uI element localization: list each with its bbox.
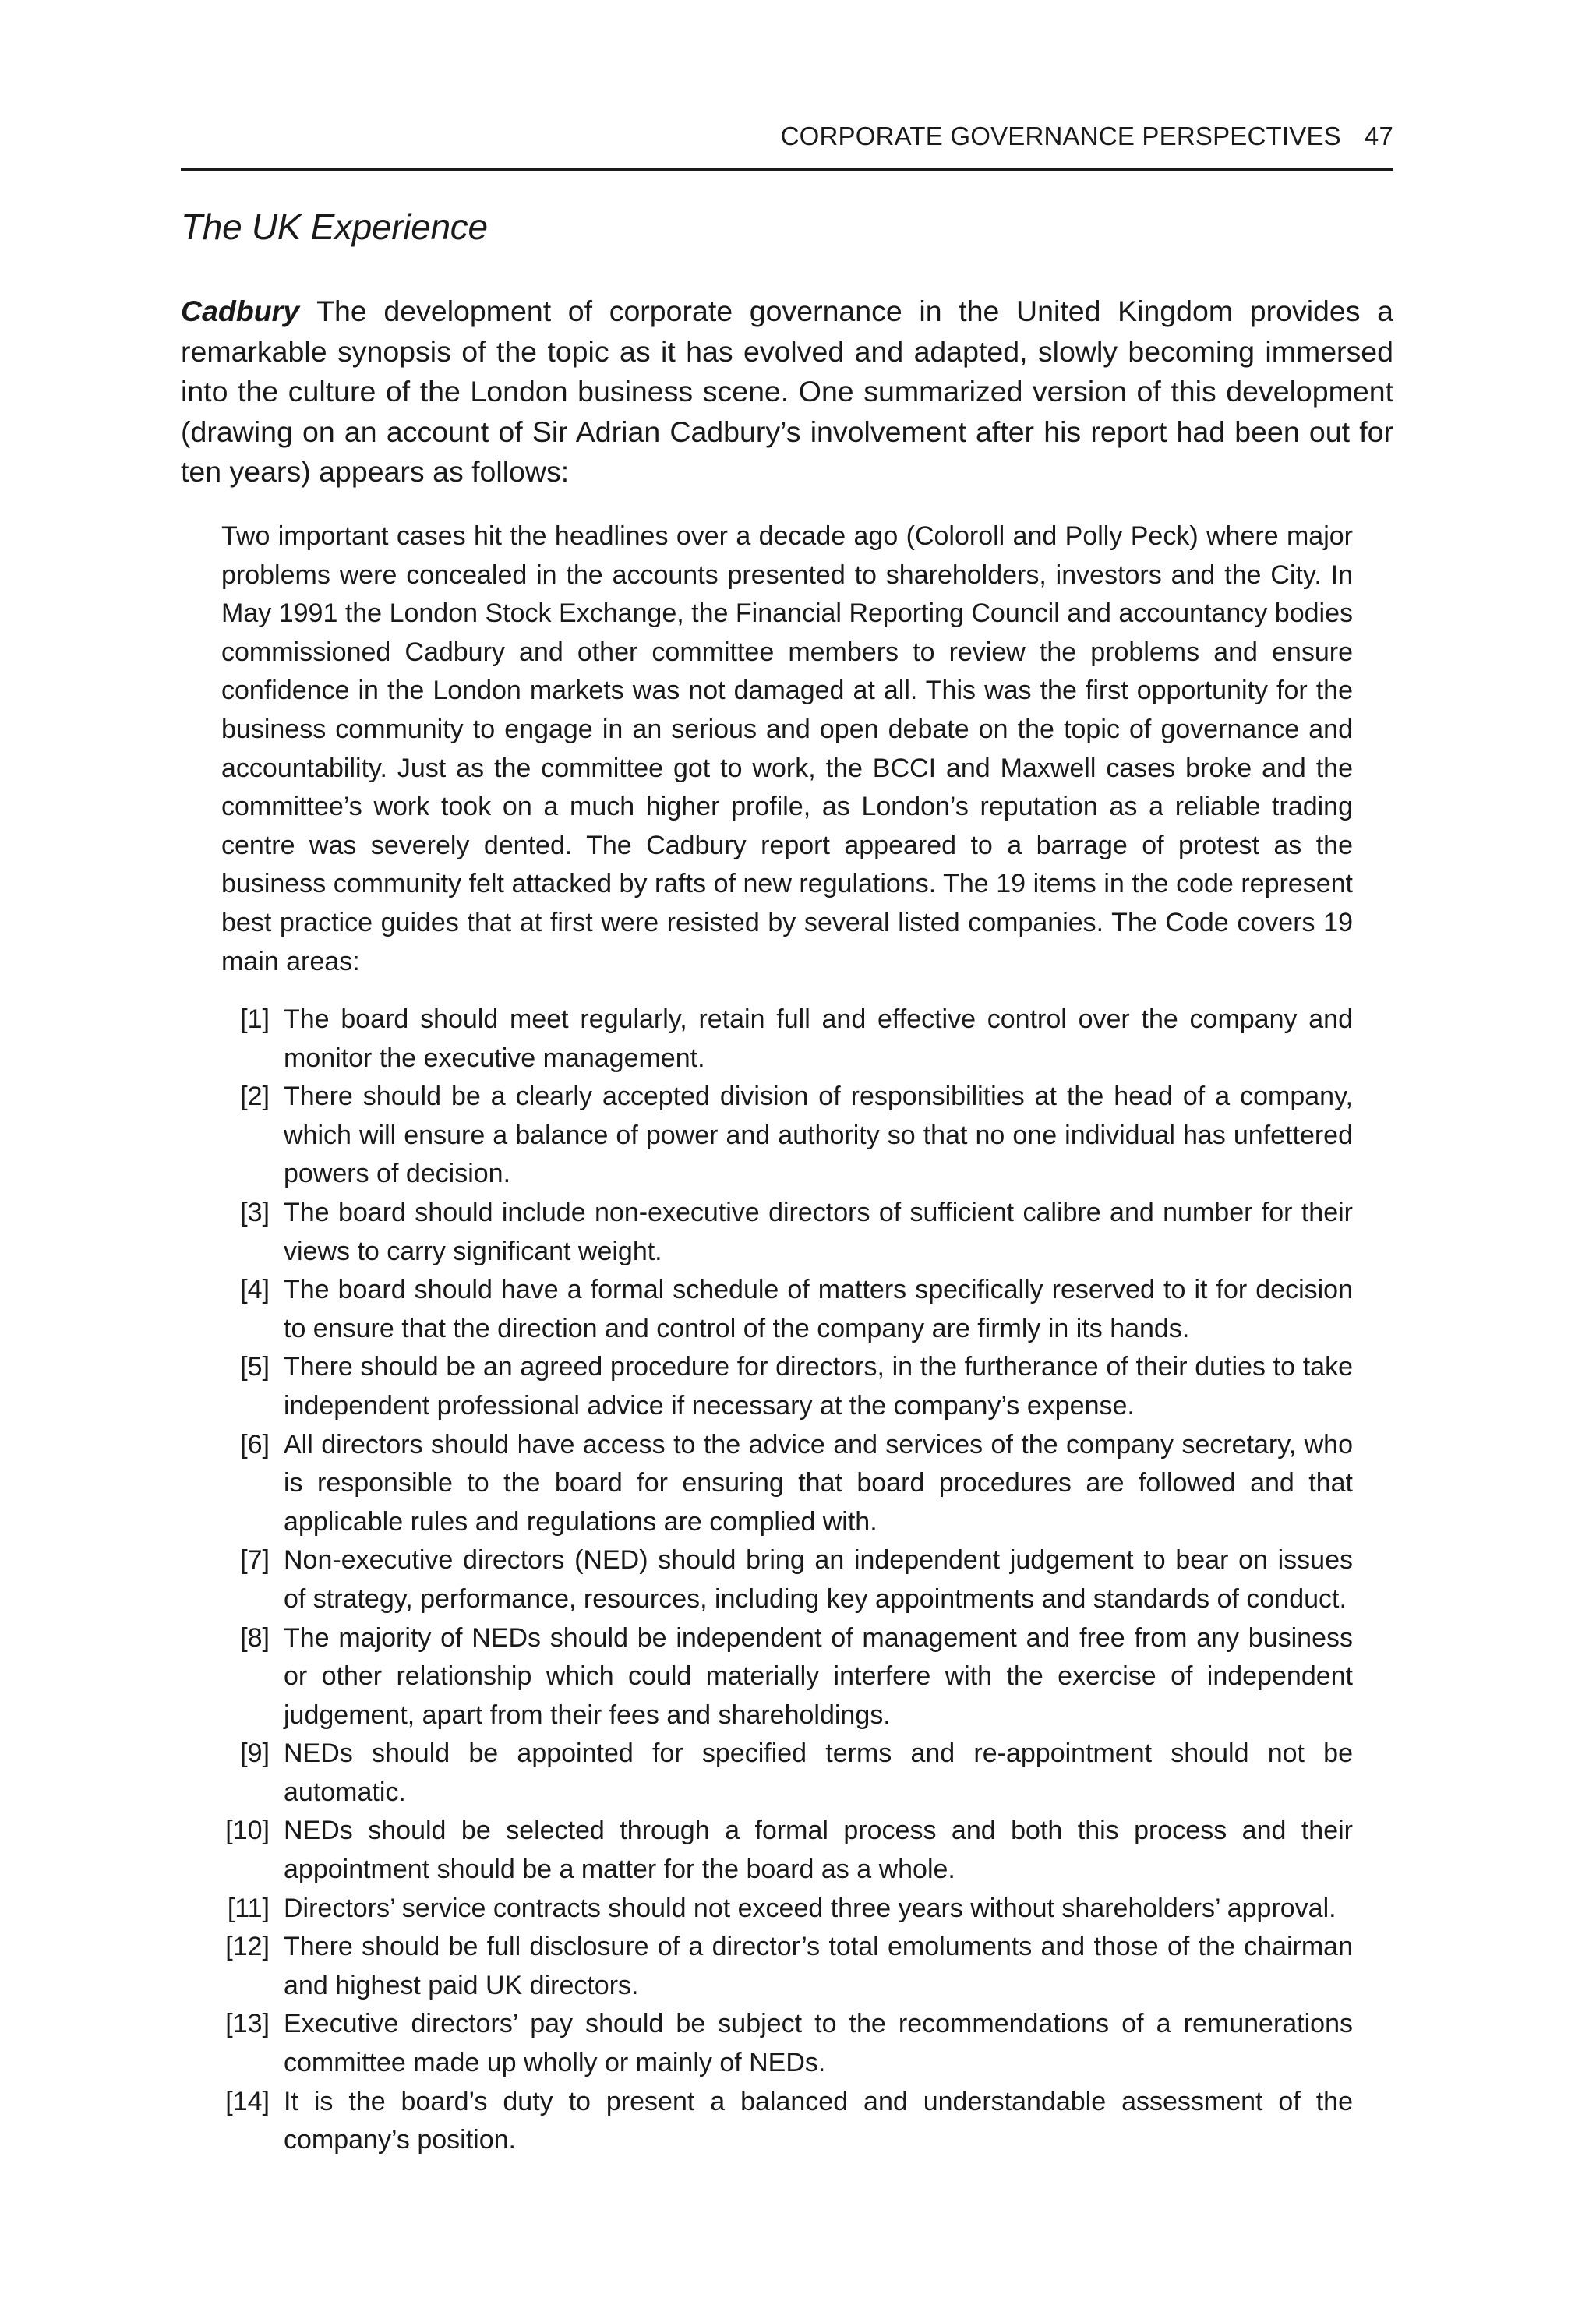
item-text: NEDs should be selected through a formal process and both this process and their appointment should be a matter for the board as a whole. <box>284 1816 1353 1885</box>
list-item <box>218 2083 1353 2160</box>
item-number: [9] <box>240 1738 270 1769</box>
item-number: [13] <box>225 2009 270 2039</box>
list-item <box>218 1812 1353 1889</box>
item-text: It is the board’s duty to present a balanced and understandable assessment of the company’s position. <box>284 2086 1353 2155</box>
item-number: [10] <box>225 1816 270 1846</box>
list-item <box>218 1890 1353 1929</box>
list-item <box>218 1271 1353 1348</box>
item-text: The board should include non-executive directors of sufficient calibre and number for their views to carry significant weight. <box>284 1197 1353 1266</box>
item-number: [11] <box>227 1893 270 1923</box>
item-text: There should be full disclosure of a director’s total emoluments and those of the chairman and highest paid UK directors. <box>284 1932 1353 2000</box>
intro-text: The development of corporate governance in the United Kingdom provides a remarkable synopsis of the topic as it has evolved and adapted, slowly becoming immersed into the culture of the London business scene. One summarized version of this development (drawing on an account of Sir Adrian Cadbury’s involvement after his report had been out for ten years) appears as follows: <box>181 295 1393 488</box>
list-item <box>218 1001 1353 1078</box>
list-item <box>218 1735 1353 1812</box>
item-number: [6] <box>240 1429 270 1460</box>
list-item <box>218 1194 1353 1271</box>
page-number: 47 <box>1364 122 1393 150</box>
run-in-heading: Cadbury <box>181 295 300 327</box>
item-text: The board should have a formal schedule of matters specifically reserved to it for decision to ensure that the direction and control of the company are firmly in its hands. <box>284 1275 1353 1343</box>
item-text: All directors should have access to the advice and services of the company secretary, who is responsible to the board for ensuring that board procedures are followed and that applicable rules and regulations are complied with. <box>284 1429 1353 1537</box>
header-rule <box>181 168 1393 171</box>
item-number: [2] <box>240 1082 270 1112</box>
item-text: Non-executive directors (NED) should bring an independent judgement to bear on issues of strategy, performance, resources, including key appointments and standards of conduct. <box>284 1545 1353 1614</box>
item-number: [8] <box>240 1622 270 1653</box>
item-number: [14] <box>225 2086 270 2116</box>
list-item <box>218 1928 1353 2005</box>
intro-paragraph <box>181 291 1393 492</box>
item-number: [1] <box>240 1004 270 1034</box>
item-text: There should be an agreed procedure for directors, in the furtherance of their duties to take independent professional advice if necessary at the company’s expense. <box>284 1352 1353 1421</box>
item-text: There should be a clearly accepted division of responsibilities at the head of a company, which will ensure a balance of power and authority so that no one individual has unfettered powers of decision. <box>284 1082 1353 1189</box>
item-text: The majority of NEDs should be independent of management and free from any business or other relationship which could materially interfere with the exercise of independent judgement, apart from their fees and shareholdings. <box>284 1622 1353 1730</box>
running-title: CORPORATE GOVERNANCE PERSPECTIVES <box>780 122 1341 150</box>
section-title: The UK Experience <box>181 206 488 247</box>
item-text: The board should meet regularly, retain full and effective control over the company and monitor the executive management. <box>284 1004 1353 1073</box>
item-text: NEDs should be appointed for specified terms and re-appointment should not be automatic. <box>284 1738 1353 1807</box>
list-item <box>218 1619 1353 1735</box>
item-text: Executive directors’ pay should be subject to the recommendations of a remunerations committee made up wholly or mainly of NEDs. <box>284 2009 1353 2078</box>
item-text: Directors’ service contracts should not exceed three years without shareholders’ approval. <box>284 1893 1336 1923</box>
block-quote: Two important cases hit the headlines over a decade ago (Coloroll and Polly Peck) where major problems were concealed in the accounts presented to shareholders, investors and the City. In May 1991 the London Stock Exchange, the Financial Reporting Council and accountancy bodies commissioned Cadbury and other committee members to review the problems and ensure confidence in the London markets was not damaged at all. This was the first opportunity for the business community to engage in an serious and open debate on the topic of governance and accountability. Just as the committee got to work, the BCCI and Maxwell cases broke and the committee’s work took on a much higher profile, as London’s reputation as a reliable trading centre was severely dented. The Cadbury report appeared to a barrage of protest as the business community felt attacked by rafts of new regulations. The 19 items in the code represent best practice guides that at first were resisted by several listed companies. The Code covers 19 main areas: <box>221 521 1353 976</box>
list-item <box>218 1348 1353 1425</box>
list-item <box>218 2005 1353 2082</box>
list-item <box>218 1541 1353 1618</box>
item-number: [3] <box>240 1197 270 1227</box>
book-page <box>181 0 1393 2319</box>
item-number: [4] <box>240 1275 270 1305</box>
list-item <box>218 1078 1353 1194</box>
item-number: [5] <box>240 1352 270 1382</box>
list-item <box>218 1426 1353 1542</box>
running-head <box>781 122 1393 151</box>
item-number: [12] <box>225 1932 270 1962</box>
item-number: [7] <box>240 1545 270 1576</box>
code-list <box>218 1001 1353 2160</box>
